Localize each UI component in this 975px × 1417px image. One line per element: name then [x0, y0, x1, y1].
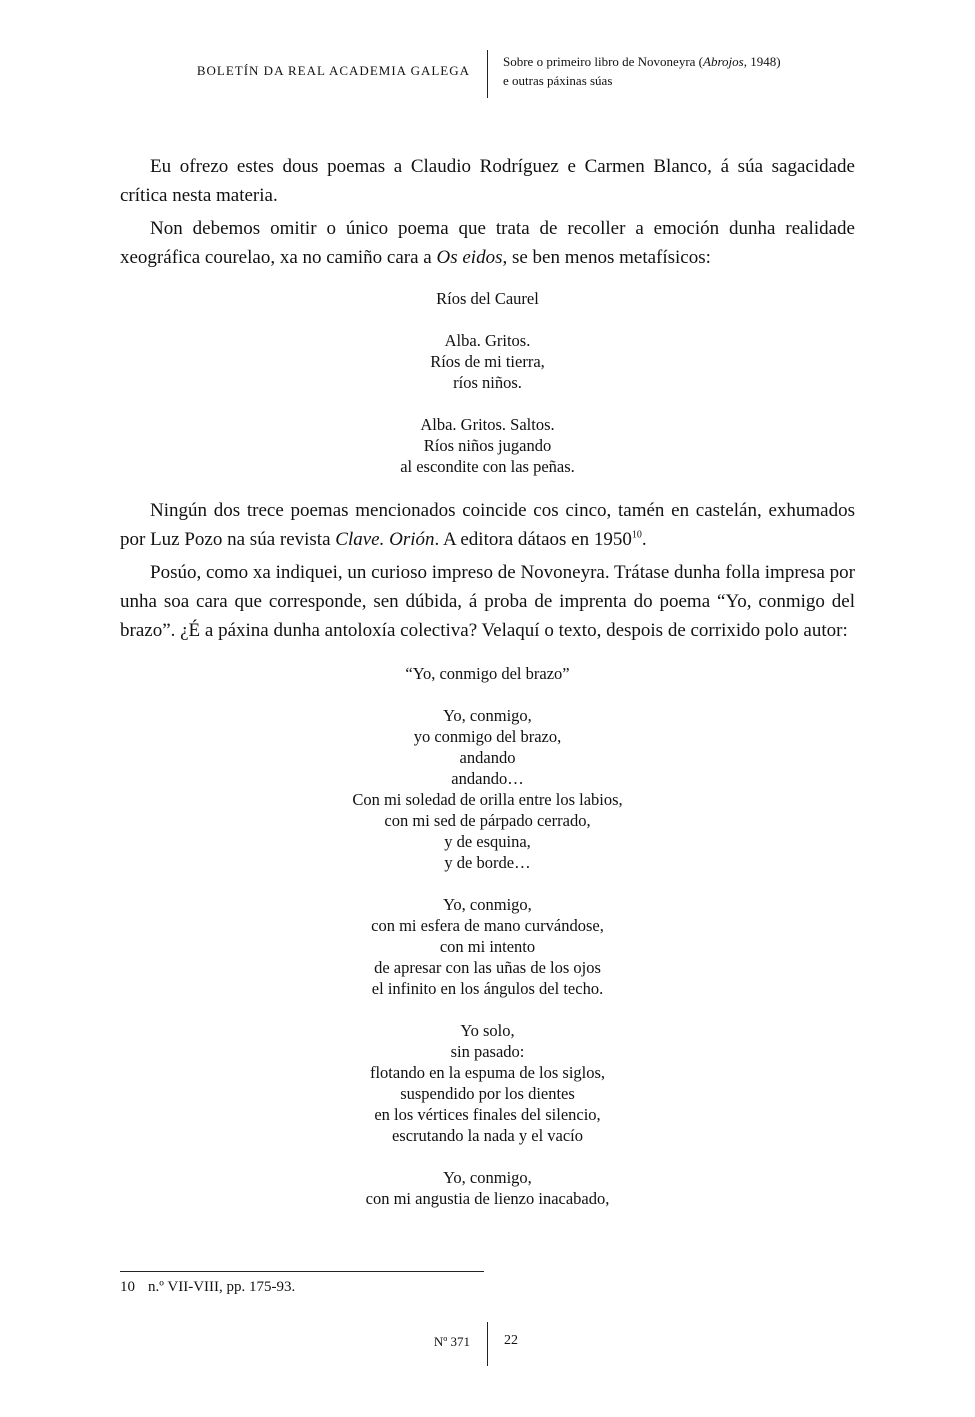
poem-stanza — [120, 414, 855, 477]
poem-line: Yo, conmigo, — [443, 1168, 532, 1187]
header-divider — [487, 50, 488, 98]
poem-line: Alba. Gritos. — [444, 331, 531, 350]
issue-number: Nº 371 — [433, 1334, 470, 1349]
paragraph-3 — [120, 496, 855, 554]
paragraph-2 — [120, 214, 855, 272]
poem-line: escrutando la nada y el vacío — [391, 1126, 584, 1145]
poem-line: el infinito en los ángulos del techo. — [371, 979, 604, 998]
article-title — [503, 52, 863, 90]
poem-line: yo conmigo del brazo, — [413, 727, 562, 746]
poem-line: Yo, conmigo, — [443, 706, 532, 725]
footnote — [120, 1279, 295, 1296]
page-number: 22 — [504, 1333, 518, 1348]
paragraph-text: Non debemos omitir o único poema que trata de recoller a emoción dunha realidade xeográfica courelao, xa no camiño cara a — [120, 218, 855, 268]
footnote-number: 10 — [120, 1279, 135, 1295]
poem-line: Yo solo, — [460, 1021, 515, 1040]
poem-stanza — [120, 894, 855, 999]
poem-line: con mi angustia de lienzo inacabado, — [365, 1189, 610, 1208]
paragraph-italic: Os eidos — [436, 247, 503, 268]
paragraph-text: , se ben menos metafísicos: — [502, 247, 711, 268]
article-title-part: , 1948) — [743, 54, 781, 69]
poem-line: en los vértices finales del silencio, — [374, 1105, 601, 1124]
poem-line: y de borde… — [444, 853, 531, 872]
poem-line: Ríos de mi tierra, — [430, 352, 545, 371]
poem-line: Ríos niños jugando — [423, 436, 552, 455]
poem-line: andando… — [451, 769, 524, 788]
poem-line: y de esquina, — [444, 832, 531, 851]
poem-stanza — [120, 1020, 855, 1146]
poem-line: ríos niños. — [453, 373, 522, 392]
poem-line: con mi esfera de mano curvándose, — [371, 916, 604, 935]
article-title-line-2: e outras páxinas súas — [503, 73, 613, 88]
footnote-divider — [120, 1271, 484, 1272]
paragraph-italic: Clave. Orión — [335, 529, 435, 550]
poem-line: suspendido por los dientes — [400, 1084, 575, 1103]
paragraph-text: Ningún dos trece poemas mencionados coincide cos cinco, tamén en castelán, exhumados por Luz Pozo na súa revista — [120, 500, 855, 550]
footnote-ref[interactable]: 10 — [631, 529, 642, 541]
poem-line: Yo, conmigo, — [443, 895, 532, 914]
poem-line: con mi sed de párpado cerrado, — [384, 811, 591, 830]
folio-divider — [487, 1322, 488, 1366]
paragraph-text: . A editora dátaos en 1950 — [434, 529, 632, 550]
paragraph-text: . — [641, 529, 647, 550]
poem-stanza — [120, 330, 855, 393]
poem-stanza — [120, 1167, 855, 1209]
poem-line: andando — [459, 748, 516, 767]
poem-line: al escondite con las peñas. — [400, 457, 575, 476]
journal-title: BOLETÍN DA REAL ACADEMIA GALEGA — [196, 63, 470, 78]
article-title-part: Sobre o primeiro libro de Novoneyra ( — [503, 54, 704, 69]
paragraph-1: Eu ofrezo estes dous poemas a Claudio Rodríguez e Carmen Blanco, á súa sagacidade crítica nesta materia. — [120, 156, 855, 206]
poem-line: con mi intento — [439, 937, 536, 956]
poem-title: “Yo, conmigo del brazo” — [405, 664, 570, 683]
poem-line: de apresar con las uñas de los ojos — [374, 958, 601, 977]
paragraph-4: Posúo, como xa indiquei, un curioso impreso de Novoneyra. Trátase dunha folla impresa por unha soa cara que corresponde, sen dúbida, á proba de imprenta do poema “Yo, conmigo del brazo”. ¿É a páxina dunha antoloxía colectiva? Velaquí o texto, despois de corrixido polo autor: — [120, 562, 855, 641]
poem-line: Con mi soledad de orilla entre los labios, — [352, 790, 623, 809]
poem-line: sin pasado: — [450, 1042, 525, 1061]
poem-line: flotando en la espuma de los siglos, — [369, 1063, 606, 1082]
poem-rios-del-caurel — [120, 288, 855, 477]
poem-yo-conmigo-del-brazo — [120, 663, 855, 1209]
article-title-italic: Abrojos — [703, 54, 744, 69]
poem-title: Ríos del Caurel — [436, 289, 539, 308]
article-title-line-1 — [503, 52, 863, 71]
poem-stanza — [120, 705, 855, 873]
footnote-text: n.º VII-VIII, pp. 175-93. — [148, 1279, 296, 1295]
body-text — [120, 152, 855, 1209]
poem-line: Alba. Gritos. Saltos. — [420, 415, 555, 434]
